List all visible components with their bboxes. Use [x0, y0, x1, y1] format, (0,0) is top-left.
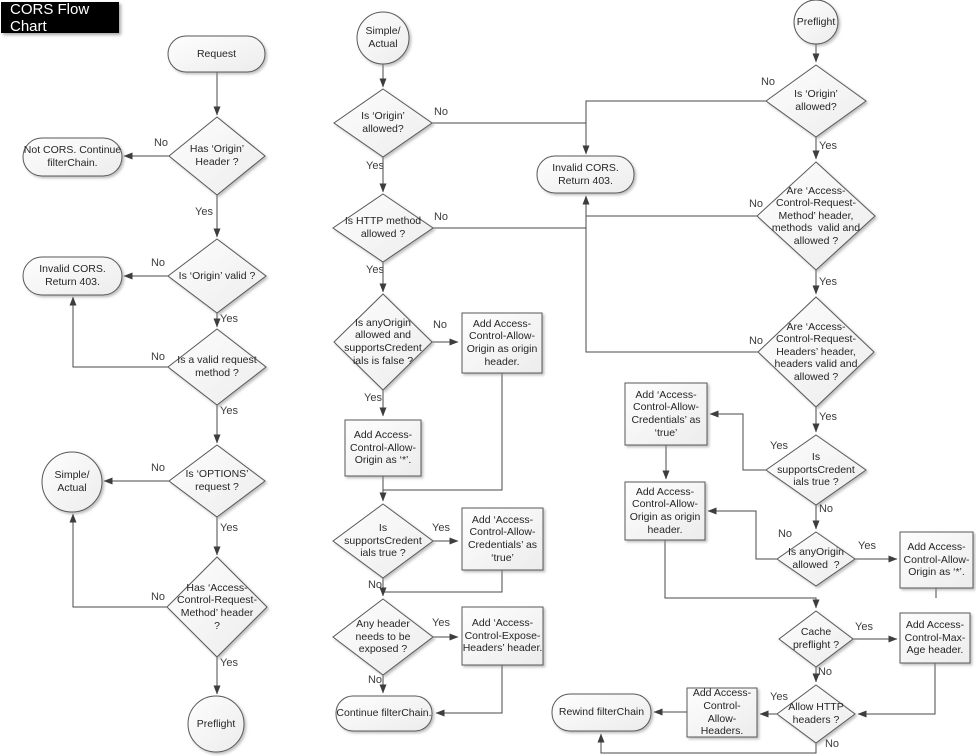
node-supports-credentials-right: Is supportsCredent ials true ?: [777, 451, 855, 489]
shape-origin-allowed-right: [766, 65, 866, 137]
edge-label-no: No: [818, 503, 834, 515]
edge-label-yes: Yes: [220, 405, 238, 417]
edge-label-no: No: [367, 674, 383, 686]
edge-label-no: No: [777, 528, 793, 540]
edge-42: [858, 663, 935, 714]
edge-label-no: No: [824, 738, 840, 750]
edge-label-yes: Yes: [819, 140, 837, 152]
node-request: Request: [196, 47, 237, 60]
node-add-acac-true-right: Add ‘Access- Control-Allow- Credentials’ as ‘true’: [631, 388, 701, 439]
node-preflight-left: Preflight: [196, 717, 236, 730]
edge-label-yes: Yes: [220, 522, 238, 534]
shape-http-method-allowed: [333, 194, 433, 262]
node-allow-http-headers: Allow HTTP headers ?: [788, 701, 844, 726]
shape-is-options-request: [169, 445, 265, 517]
node-cache-preflight: Cache preflight ?: [792, 626, 840, 651]
node-has-acrm-header: Has ‘Access- Control-Request- Method’ header ?: [177, 581, 257, 632]
node-continue-filterchain: Continue filterChain.: [336, 707, 432, 720]
node-is-valid-request-method: Is a valid request method ?: [177, 354, 257, 379]
shape-invalid-cors-mid: [537, 156, 634, 193]
shape-add-max-age: [900, 613, 970, 663]
shape-add-acac-true-mid: [462, 508, 543, 570]
node-acrh-valid: Are ‘Access- Control-Request- Headers’ header, headers valid and allowed ?: [774, 320, 858, 383]
shape-has-acrm-header: [167, 557, 267, 657]
edge-label-yes: Yes: [770, 691, 788, 703]
node-add-acao-origin-right: Add Access- Control-Allow- Origin as origin header.: [629, 485, 701, 536]
edge-label-no: No: [432, 319, 448, 331]
node-is-origin-valid: Is ‘Origin’ valid ?: [178, 269, 256, 282]
node-shapes: [23, 0, 973, 752]
edge-36: [708, 511, 777, 559]
shape-is-valid-request-method: [168, 329, 266, 405]
shape-any-header-exposed: [333, 599, 433, 675]
shape-not-cors: [23, 138, 122, 176]
shape-acrm-valid: [757, 162, 875, 270]
edge-label-yes: Yes: [220, 657, 238, 669]
edge-label-yes: Yes: [432, 522, 450, 534]
shape-supports-credentials-mid: [333, 504, 433, 578]
edge-label-yes: Yes: [195, 206, 213, 218]
node-not-cors: Not CORS. Continue filterChain.: [23, 144, 122, 169]
node-rewind-filterchain: Rewind filterChain: [558, 706, 645, 719]
edge-label-no: No: [433, 211, 449, 223]
edge-label-no: No: [367, 579, 383, 591]
shape-add-acac-true-right: [625, 383, 707, 445]
node-add-acao-star-right: Add Access- Control-Allow- Origin as ‘*’.: [903, 541, 970, 579]
node-supports-credentials-mid: Is supportsCredent ials true ?: [344, 522, 422, 560]
shape-allow-http-headers: [777, 685, 855, 743]
shape-invalid-cors-left: [23, 257, 122, 295]
edge-label-yes: Yes: [858, 540, 876, 552]
edge-label-no: No: [150, 257, 166, 269]
edge-label-no: No: [748, 198, 764, 210]
node-acrm-valid: Are ‘Access- Control-Request- Method’ header, methods valid and allowed ?: [771, 184, 861, 247]
shape-add-acao-star-mid: [345, 420, 421, 476]
edge-label-no: No: [760, 76, 776, 88]
node-anyorigin-allowed-right: Is anyOrigin allowed ?: [787, 546, 845, 571]
shape-anyorigin-allowed-right: [777, 532, 855, 586]
node-add-expose-headers: Add ‘Access- Control-Expose- Headers’ header.: [462, 617, 543, 655]
edge-label-no: No: [150, 462, 166, 474]
node-any-header-exposed: Any header needs to be exposed ?: [355, 618, 411, 656]
edge-label-no: No: [817, 666, 833, 678]
page-title: CORS Flow Chart: [1, 2, 119, 33]
edge-27: [586, 101, 766, 154]
shape-add-acao-star-right: [900, 532, 973, 588]
node-add-acac-true-mid: Add ‘Access- Control-Allow- Credentials’ as ‘true’: [467, 513, 538, 564]
node-has-origin-header: Has ‘Origin’ Header ?: [189, 143, 245, 168]
node-invalid-cors-left: Invalid CORS. Return 403.: [39, 263, 106, 288]
shape-simple-actual-left: [42, 452, 102, 512]
shape-rewind-filterchain: [552, 694, 651, 731]
shape-add-expose-headers: [462, 607, 543, 665]
edge-label-yes: Yes: [220, 313, 238, 325]
edge-31: [586, 196, 758, 352]
node-is-options-request: Is ‘OPTIONS’ request ?: [185, 468, 249, 493]
node-add-acao-star-mid: Add Access- Control-Allow- Origin as ‘*’.: [350, 429, 416, 467]
node-http-method-allowed: Is HTTP method allowed ?: [344, 215, 422, 240]
node-origin-allowed-mid: Is ‘Origin’ allowed?: [361, 110, 405, 135]
shape-acrh-valid: [758, 297, 874, 407]
shape-cache-preflight: [779, 611, 853, 667]
edge-label-yes: Yes: [432, 617, 450, 629]
shape-add-acao-origin-mid: [462, 313, 542, 373]
edge-label-yes: Yes: [366, 264, 384, 276]
node-invalid-cors-mid: Invalid CORS. Return 403.: [552, 161, 619, 187]
edge-label-no: No: [150, 591, 166, 603]
node-anyorigin-and-credentials-false: Is anyOrigin allowed and supportsCredent ials is false ?: [344, 316, 422, 367]
node-add-acao-origin-mid: Add Access- Control-Allow- Origin as origin header.: [466, 317, 538, 368]
shape-is-origin-valid: [168, 239, 266, 313]
edge-label-no: No: [150, 351, 166, 363]
shape-has-origin-header: [169, 117, 265, 195]
edge-label-no: No: [748, 335, 764, 347]
shape-preflight-right: [794, 0, 838, 44]
node-origin-allowed-right: Is ‘Origin’ allowed?: [794, 88, 838, 113]
shape-simple-actual-mid: [357, 12, 409, 64]
shape-request: [168, 36, 265, 72]
edge-25: [436, 665, 502, 713]
shape-anyorigin-and-credentials-false: [334, 294, 432, 390]
edge-label-yes: Yes: [364, 392, 382, 404]
node-simple-actual-mid: Simple/ Actual: [365, 25, 401, 50]
shape-continue-filterchain: [336, 696, 432, 731]
node-add-max-age: Add Access- Control-Max- Age header.: [904, 619, 966, 657]
edge-label-yes: Yes: [770, 440, 788, 452]
edge-label-no: No: [153, 137, 169, 149]
edge-33: [710, 414, 766, 470]
node-preflight-right: Preflight: [796, 15, 836, 28]
edge-label-yes: Yes: [366, 160, 384, 172]
edge-label-yes: Yes: [819, 276, 837, 288]
edge-label-no: No: [433, 106, 449, 118]
node-add-allow-headers: Add Access- Control- Allow- Headers.: [692, 687, 752, 738]
node-simple-actual-left: Simple/ Actual: [54, 469, 90, 494]
shape-origin-allowed-mid: [334, 89, 432, 157]
edge-label-yes: Yes: [855, 621, 873, 633]
shape-add-acao-origin-right: [625, 482, 705, 540]
shape-add-allow-headers: [687, 688, 757, 737]
edge-label-yes: Yes: [819, 411, 837, 423]
shape-preflight-left: [188, 696, 244, 752]
